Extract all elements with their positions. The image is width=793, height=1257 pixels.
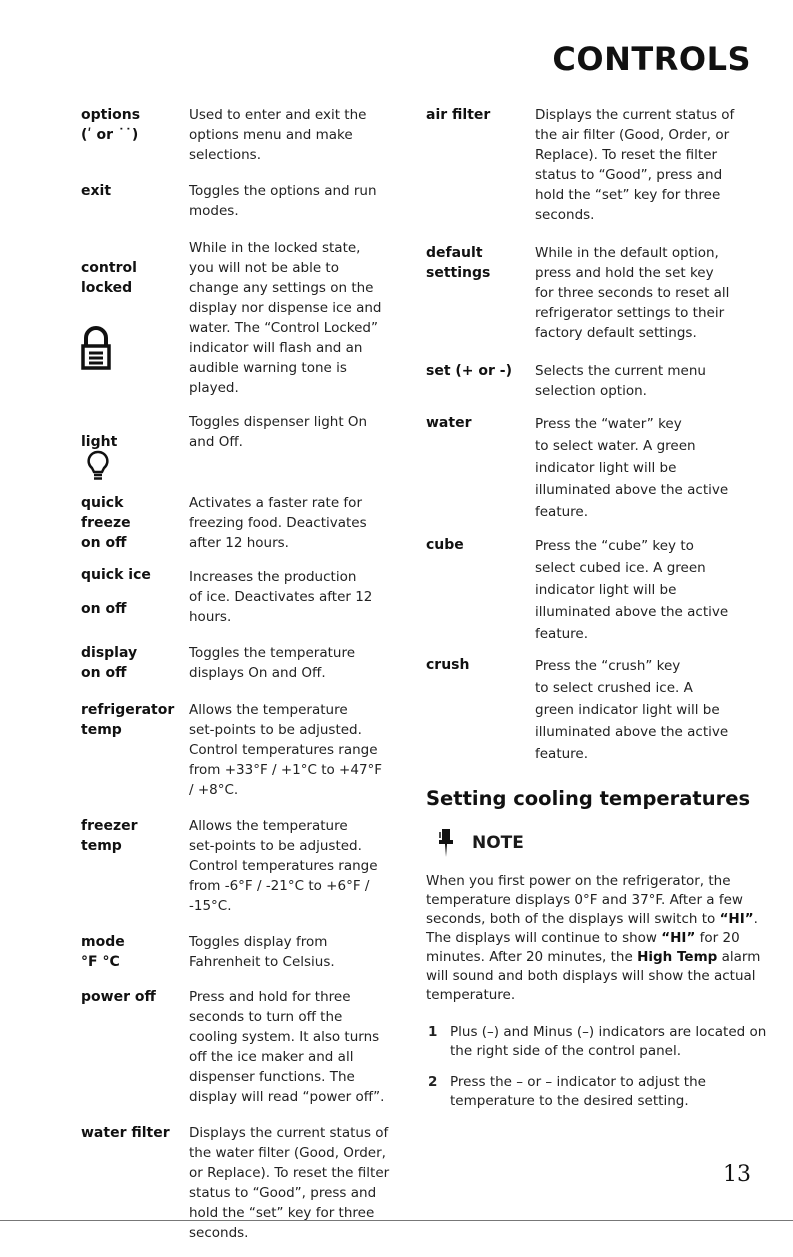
definition-power-off: Press and hold for three seconds to turn off the cooling system. It also turns off the ice maker and all dispenser functions. The display will read “power off”. xyxy=(189,989,385,1105)
term-control-locked: control locked xyxy=(81,260,137,296)
note-text-4: alarm will sound and both displays will show the actual temperature. xyxy=(426,949,761,1003)
definition-mode: Toggles display from Fahrenheit to Celsius. xyxy=(189,934,335,970)
note-hi-2: “HI” xyxy=(661,930,696,946)
entry-light xyxy=(81,412,411,480)
step-text: Plus (–) and Minus (–) indicators are located on the right side of the control panel. xyxy=(450,1024,767,1059)
page-number: 13 xyxy=(723,1162,751,1187)
left-column xyxy=(81,105,411,1257)
entry-exit xyxy=(81,181,411,221)
note-high-temp: High Temp xyxy=(637,949,718,965)
note-label: NOTE xyxy=(472,833,524,853)
term-default-settings: default settings xyxy=(426,245,491,281)
term-power-off: power off xyxy=(81,989,156,1005)
term-crush: crush xyxy=(426,657,470,673)
step-number: 1 xyxy=(428,1024,438,1040)
entry-default-settings xyxy=(426,243,776,343)
term-mode: mode °F °C xyxy=(81,934,125,970)
light-bulb-icon xyxy=(87,450,109,480)
term-quick-ice: quick ice on off xyxy=(81,567,151,617)
term-set: set (+ or -) xyxy=(426,363,513,379)
definition-water: Press the “water” key to select water. A green indicator light will be illuminated above the active feature. xyxy=(535,416,729,520)
note-text-3: for 20 minutes. After 20 minutes, the xyxy=(426,930,740,965)
term-water-filter: water filter xyxy=(81,1125,170,1141)
page-title: CONTROLS xyxy=(552,40,751,78)
definition-cube: Press the “cube” key to select cubed ice. A green indicator light will be illuminated above the active feature. xyxy=(535,538,729,642)
entry-refrigerator-temp xyxy=(81,700,411,800)
definition-crush: Press the “crush” key to select crushed ice. A green indicator light will be illuminated above the active feature. xyxy=(535,658,729,762)
term-cube: cube xyxy=(426,537,464,553)
right-column xyxy=(426,105,776,1123)
entry-water-filter xyxy=(81,1123,411,1243)
entry-crush xyxy=(426,655,776,765)
term-water: water xyxy=(426,415,472,431)
definition-air-filter: Displays the current status of the air filter (Good, Order, or Replace). To reset the filter status to “Good”, press and hold the “set” key for three seconds. xyxy=(535,107,735,223)
note-text-1: When you first power on the refrigerator, the temperature displays 0°F and 37°F. After a few seconds, both of the displays will switch to xyxy=(426,873,743,927)
entry-options xyxy=(81,105,411,165)
definition-freezer-temp: Allows the temperature set-points to be adjusted. Control temperatures range from -6°F / -21°C to +6°F / -15°C. xyxy=(189,818,378,914)
term-light: light xyxy=(81,434,118,450)
note-text-2: . The displays will continue to show xyxy=(426,911,758,946)
definition-water-filter: Displays the current status of the water filter (Good, Order, or Replace). To reset the filter status to “Good”, press and hold the “set” key for three seconds. xyxy=(189,1125,390,1241)
entry-control-locked xyxy=(81,238,411,398)
definition-set: Selects the current menu selection option. xyxy=(535,363,706,399)
entry-display xyxy=(81,643,411,683)
section-heading: Setting cooling temperatures xyxy=(426,787,751,810)
note-hi-1: “HI” xyxy=(719,911,754,927)
definition-light: Toggles dispenser light On and Off. xyxy=(189,414,368,450)
term-display: display on off xyxy=(81,645,138,681)
entry-set xyxy=(426,361,776,401)
term-refrigerator-temp: refrigerator temp xyxy=(81,702,175,738)
definition-default-settings: While in the default option, press and hold the set key for three seconds to reset all refrigerator settings to their factory default settings. xyxy=(535,245,730,341)
definition-options: Used to enter and exit the options menu and make selections. xyxy=(189,107,367,163)
definition-control-locked: While in the locked state, you will not be able to change any settings on the display nor dispense ice and water. The “Control Locked” indicator will flash and an audible warning tone is played. xyxy=(189,240,382,396)
entry-power-off xyxy=(81,987,411,1107)
entry-water xyxy=(426,413,776,523)
definition-quick-ice: Increases the production of ice. Deactivates after 12 hours. xyxy=(189,569,373,625)
term-freezer-temp: freezer temp xyxy=(81,818,138,854)
definition-refrigerator-temp: Allows the temperature set-points to be adjusted. Control temperatures range from +33°F / +1°C to +47°F / +8°C. xyxy=(189,702,383,798)
term-quick-freeze: quick freeze on off xyxy=(81,495,131,551)
entry-freezer-temp xyxy=(81,816,411,916)
entry-quick-freeze xyxy=(81,493,411,553)
term-air-filter: air filter xyxy=(426,107,491,123)
pushpin-icon xyxy=(436,828,456,858)
entry-air-filter xyxy=(426,105,776,225)
entry-quick-ice xyxy=(81,567,411,627)
step-2 xyxy=(426,1073,776,1111)
term-options: options (ʹ or ˙˙) xyxy=(81,107,141,143)
step-text: Press the – or – indicator to adjust the temperature to the desired setting. xyxy=(450,1074,706,1109)
definition-display: Toggles the temperature displays On and Off. xyxy=(189,645,356,681)
step-1 xyxy=(426,1023,776,1061)
step-number: 2 xyxy=(428,1074,438,1090)
entry-cube xyxy=(426,535,776,645)
term-exit: exit xyxy=(81,183,112,199)
note-header xyxy=(436,828,776,858)
definition-exit: Toggles the options and run modes. xyxy=(189,183,377,219)
bottom-rule xyxy=(0,1220,793,1221)
note-body xyxy=(426,872,776,1005)
lock-icon xyxy=(81,324,111,370)
definition-quick-freeze: Activates a faster rate for freezing food. Deactivates after 12 hours. xyxy=(189,495,367,551)
entry-mode xyxy=(81,932,411,972)
